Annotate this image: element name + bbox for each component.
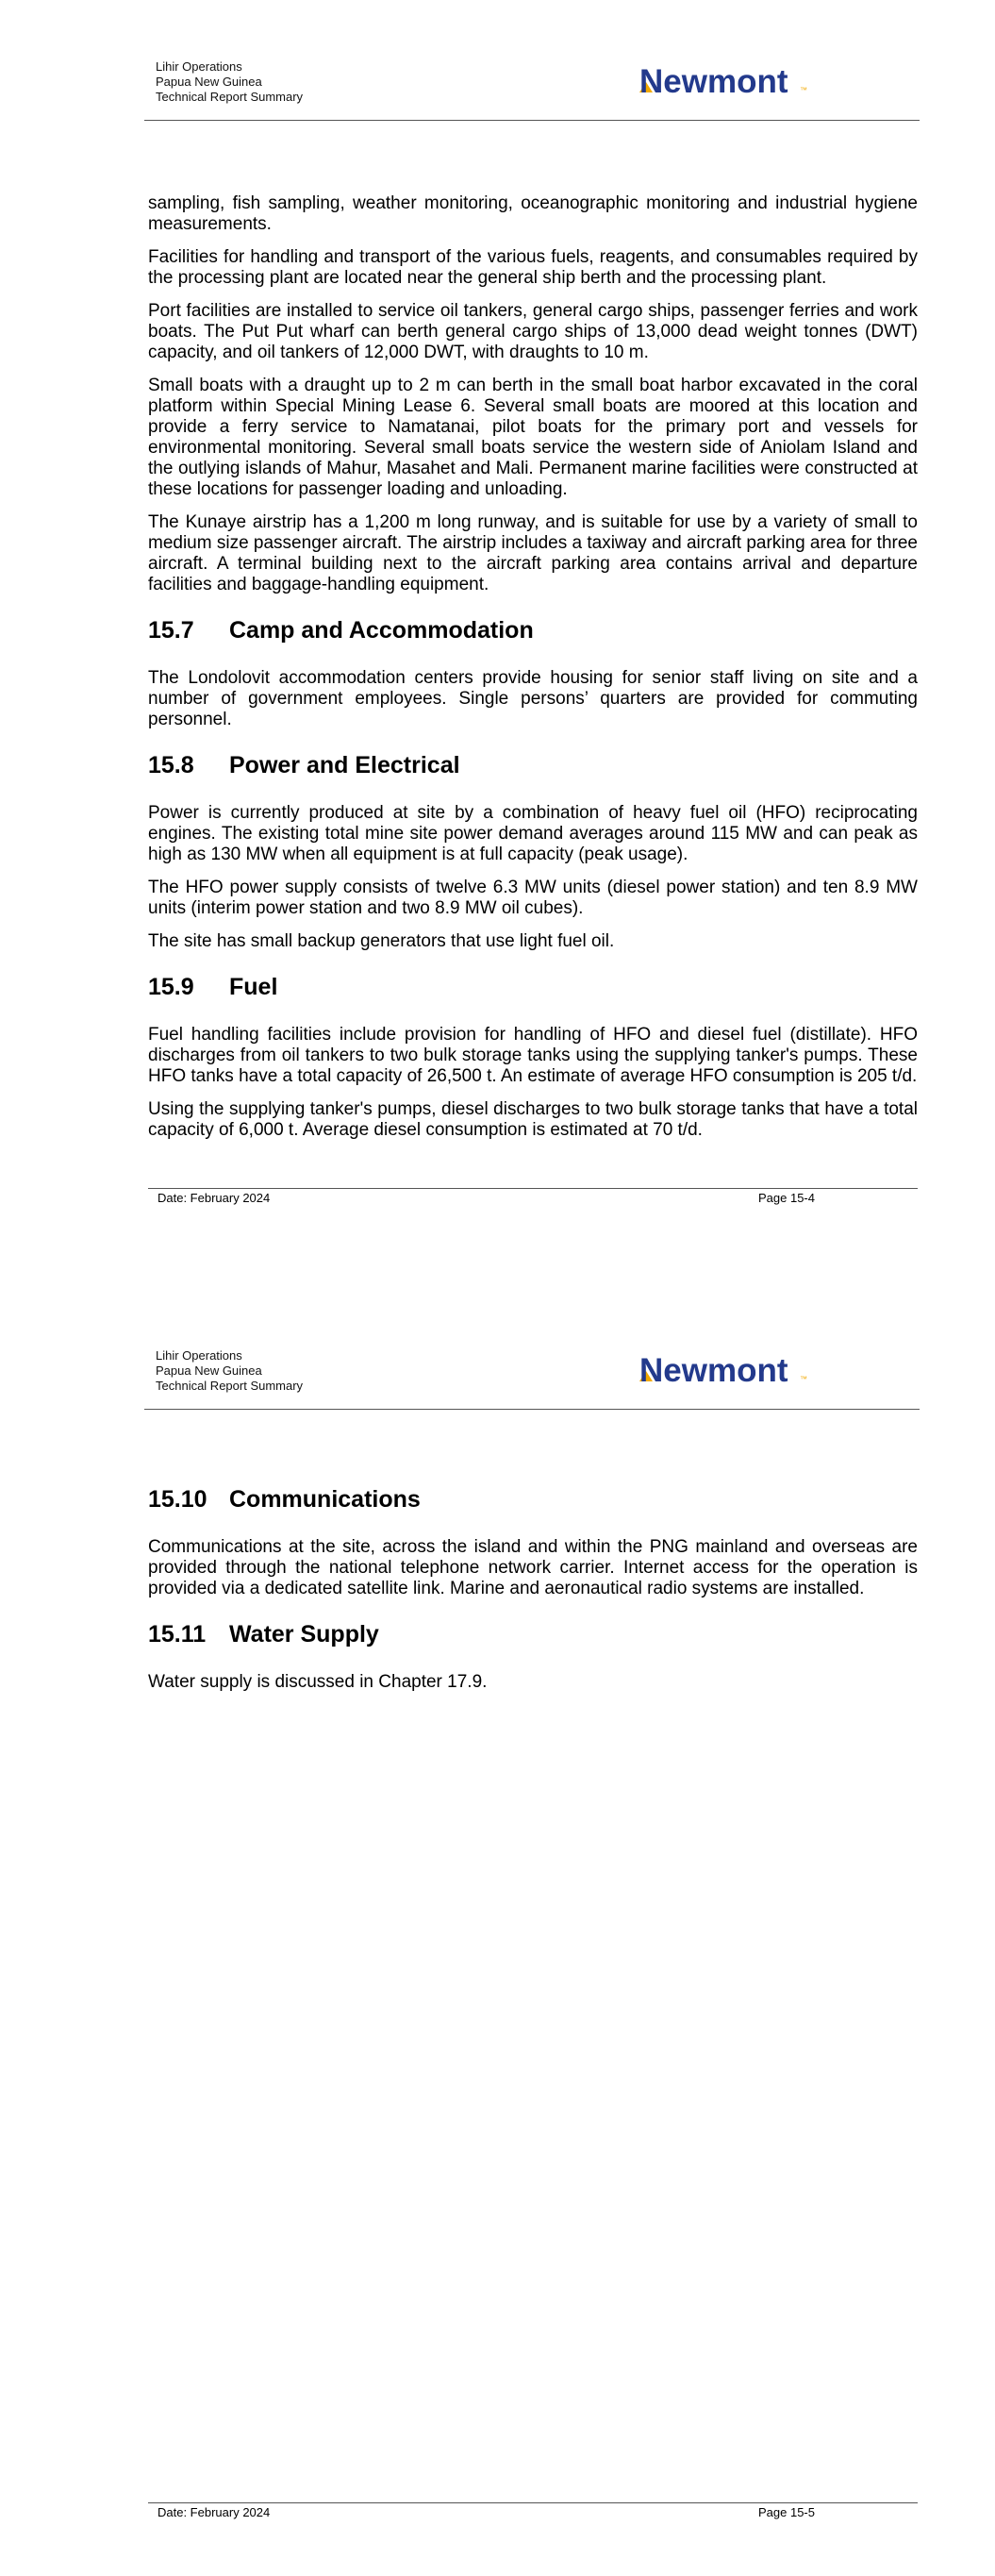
section-heading-15-7 [148, 616, 918, 644]
section-title: Water Supply [229, 1621, 379, 1648]
paragraph: The Londolovit accommodation centers provide housing for senior staff living on site and a number of government employees. Single persons’ quarters are provided for commuting personnel. [148, 668, 918, 729]
header-line-2: Papua New Guinea [156, 75, 262, 89]
page-header-info [156, 59, 303, 105]
section-number: 15.8 [148, 752, 194, 778]
page-header-info [156, 1348, 303, 1394]
section-heading-15-10 [148, 1485, 918, 1514]
header-line-1: Lihir Operations [156, 59, 242, 74]
logo-wordmark: Newmont [639, 63, 788, 97]
paragraph: Water supply is discussed in Chapter 17.9. [148, 1672, 488, 1692]
newmont-logo-mark [639, 63, 811, 97]
section-number: 15.9 [148, 974, 194, 1000]
section-title: Camp and Accommodation [229, 617, 534, 644]
footer-date: Date: February 2024 [158, 1191, 271, 1205]
header-line-1: Lihir Operations [156, 1348, 242, 1363]
footer-page-number: Page 15-4 [758, 1191, 815, 1205]
paragraph: The HFO power supply consists of twelve 6.3 MW units (diesel power station) and ten 8.9 MW units (interim power station and two 8.9 MW oil cubes). [148, 878, 918, 918]
paragraph: Using the supplying tanker's pumps, diesel discharges to two bulk storage tanks that have a total capacity of 6,000 t. Average diesel consumption is estimated at 70 t/d. [148, 1099, 918, 1140]
footer-divider [148, 2502, 918, 2503]
paragraph: Small boats with a draught up to 2 m can berth in the small boat harbor excavated in the coral platform within Special Mining Lease 6. Several small boats are moored at this location and provide a ferry service to Namatanai, pilot boats for the primary port and vessels for environmental monitoring. Several small boats service the western side of Aniolam Island and the outlying islands of Mahur, Masahet and Mali. Permanent marine facilities were constructed at these locations for passenger loading and unloading. [148, 376, 918, 499]
logo-wordmark: Newmont [639, 1352, 788, 1386]
section-number: 15.7 [148, 617, 194, 644]
logo-trademark: ™ [800, 86, 807, 94]
paragraph: Communications at the site, across the island and within the PNG mainland and overseas are provided through the national telephone network carrier. Internet access for the operation is provided via a dedicated satellite link. Marine and aeronautical radio systems are installed. [148, 1537, 918, 1598]
paragraph: The Kunaye airstrip has a 1,200 m long runway, and is suitable for use by a variety of small to medium size passenger aircraft. The airstrip includes a taxiway and aircraft parking area for three aircraft. A terminal building next to the aircraft parking area contains arrival and departure facilities and baggage-handling equipment. [148, 512, 918, 594]
newmont-logo [639, 63, 811, 97]
header-line-3: Technical Report Summary [156, 90, 304, 104]
header-divider [144, 120, 920, 121]
newmont-logo [639, 1352, 811, 1386]
header-divider [144, 1409, 920, 1410]
section-heading-15-9 [148, 973, 918, 1001]
paragraph: Port facilities are installed to service oil tankers, general cargo ships, passenger ferries and work boats. The Put Put wharf can berth general cargo ships of 13,000 dead weight tonnes (DWT) capacity, and oil tankers of 12,000 DWT, with draughts to 10 m. [148, 301, 918, 362]
section-number: 15.11 [148, 1621, 207, 1648]
paragraph: The site has small backup generators that use light fuel oil. [148, 931, 615, 951]
logo-trademark: ™ [800, 1375, 807, 1383]
paragraph: Fuel handling facilities include provision for handling of HFO and diesel fuel (distillate). HFO discharges from oil tankers to two bulk storage tanks using the supplying tanker's pumps. These HFO tanks have a total capacity of 26,500 t. An estimate of average HFO consumption is 205 t/d. [148, 1025, 918, 1086]
page-content [148, 193, 918, 1153]
section-title: Fuel [229, 974, 278, 1000]
header-line-3: Technical Report Summary [156, 1379, 304, 1393]
paragraph: sampling, fish sampling, weather monitoring, oceanographic monitoring and industrial hygiene measurements. [148, 193, 918, 234]
header-line-2: Papua New Guinea [156, 1363, 262, 1378]
paragraph: Power is currently produced at site by a combination of heavy fuel oil (HFO) reciprocating engines. The existing total mine site power demand averages around 115 MW and can peak as high as 130 MW when all equipment is at full capacity (peak usage). [148, 803, 918, 864]
footer-date: Date: February 2024 [158, 2505, 271, 2519]
footer-page-number: Page 15-5 [758, 2505, 815, 2519]
section-heading-15-11 [148, 1620, 918, 1648]
paragraph: Facilities for handling and transport of the various fuels, reagents, and consumables required by the processing plant are located near the general ship berth and the processing plant. [148, 247, 918, 288]
page-content [148, 1485, 918, 1705]
footer-divider [148, 1188, 918, 1189]
section-heading-15-8 [148, 751, 918, 779]
page-15-4 [0, 0, 995, 1217]
newmont-logo-mark [639, 1352, 811, 1386]
page-15-5 [0, 1297, 995, 2576]
section-title: Communications [229, 1486, 421, 1513]
section-title: Power and Electrical [229, 752, 460, 778]
section-number: 15.10 [148, 1486, 207, 1513]
